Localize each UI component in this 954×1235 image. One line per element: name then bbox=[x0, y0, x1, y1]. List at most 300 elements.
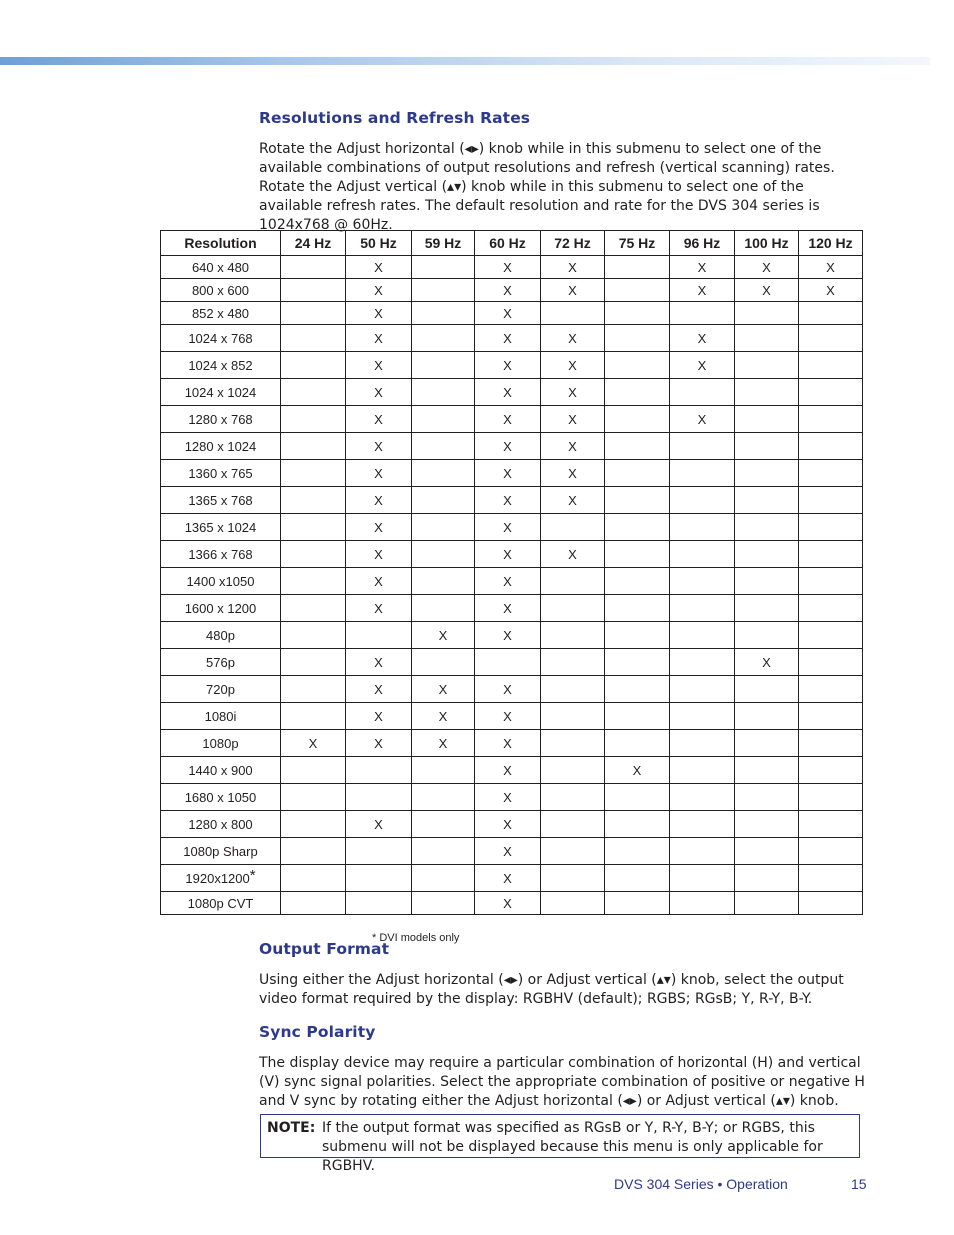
rate-cell bbox=[605, 406, 670, 433]
resolution-label: 1280 x 768 bbox=[188, 411, 253, 427]
rate-cell: X bbox=[475, 811, 541, 838]
resolution-cell bbox=[161, 487, 281, 514]
table-row bbox=[161, 703, 863, 730]
rate-cell bbox=[412, 595, 475, 622]
rate-cell bbox=[670, 865, 735, 892]
rate-cell: X bbox=[475, 622, 541, 649]
rate-cell bbox=[281, 649, 346, 676]
rate-cell bbox=[735, 433, 799, 460]
table-row bbox=[161, 811, 863, 838]
rate-cell bbox=[281, 433, 346, 460]
rate-cell: X bbox=[475, 730, 541, 757]
table-row bbox=[161, 352, 863, 379]
rate-cell bbox=[605, 730, 670, 757]
rate-cell bbox=[346, 865, 412, 892]
section-heading-resolutions: Resolutions and Refresh Rates bbox=[259, 109, 531, 127]
rate-cell bbox=[541, 302, 605, 325]
rate-cell bbox=[412, 379, 475, 406]
rate-cell: X bbox=[799, 256, 863, 279]
rate-cell bbox=[281, 703, 346, 730]
rate-cell: X bbox=[475, 460, 541, 487]
resolution-cell bbox=[161, 514, 281, 541]
rate-cell bbox=[670, 892, 735, 915]
rate-cell bbox=[605, 379, 670, 406]
output-format-paragraph bbox=[259, 971, 869, 1009]
resolution-refresh-table bbox=[160, 230, 863, 915]
rate-cell: X bbox=[541, 279, 605, 302]
rate-cell bbox=[541, 730, 605, 757]
rate-cell bbox=[541, 568, 605, 595]
rate-cell bbox=[605, 892, 670, 915]
rate-cell bbox=[670, 379, 735, 406]
resolution-label: 1400 x1050 bbox=[186, 573, 255, 589]
table-row bbox=[161, 406, 863, 433]
resolutions-paragraph-2: Rotate the Adjust vertical (▴▾) knob while in this submenu to select one of the available refresh rates. The default resolution and rate for the DVS 304 series is 1024x768 @ 60Hz. bbox=[259, 179, 820, 233]
resolution-label: 1024 x 768 bbox=[188, 330, 253, 346]
resolution-label: 1080p bbox=[202, 735, 239, 751]
rate-cell bbox=[412, 302, 475, 325]
rate-cell bbox=[670, 487, 735, 514]
rate-cell: X bbox=[670, 279, 735, 302]
rate-cell bbox=[735, 784, 799, 811]
rate-cell bbox=[412, 433, 475, 460]
rate-cell: X bbox=[346, 514, 412, 541]
rate-cell: X bbox=[281, 730, 346, 757]
page-number: 15 bbox=[851, 1176, 867, 1192]
rate-cell: X bbox=[475, 892, 541, 915]
resolution-cell bbox=[161, 352, 281, 379]
rate-cell bbox=[735, 676, 799, 703]
rate-cell: X bbox=[346, 279, 412, 302]
col-header-59hz: 59 Hz bbox=[412, 231, 475, 256]
rate-cell: X bbox=[346, 541, 412, 568]
header-gradient-bar bbox=[0, 57, 930, 65]
rate-cell bbox=[346, 622, 412, 649]
rate-cell bbox=[281, 352, 346, 379]
table-header-row bbox=[161, 231, 863, 256]
resolution-label: 1280 x 800 bbox=[188, 816, 253, 832]
rate-cell: X bbox=[541, 256, 605, 279]
rate-cell bbox=[605, 460, 670, 487]
rate-cell bbox=[670, 784, 735, 811]
resolution-label: 480p bbox=[206, 627, 235, 643]
table-footnote: * DVI models only bbox=[372, 932, 460, 944]
resolution-cell bbox=[161, 568, 281, 595]
rate-cell: X bbox=[475, 433, 541, 460]
resolution-cell bbox=[161, 757, 281, 784]
rate-cell bbox=[605, 649, 670, 676]
rate-cell bbox=[412, 487, 475, 514]
rate-cell: X bbox=[412, 703, 475, 730]
table-row bbox=[161, 892, 863, 915]
rate-cell: X bbox=[475, 514, 541, 541]
rate-cell: X bbox=[541, 487, 605, 514]
resolution-cell bbox=[161, 676, 281, 703]
rate-cell bbox=[799, 595, 863, 622]
rate-cell bbox=[541, 514, 605, 541]
rate-cell bbox=[735, 379, 799, 406]
rate-cell bbox=[346, 838, 412, 865]
rate-cell: X bbox=[475, 325, 541, 352]
rate-cell bbox=[670, 811, 735, 838]
table-row bbox=[161, 568, 863, 595]
col-header-96hz: 96 Hz bbox=[670, 231, 735, 256]
resolution-cell bbox=[161, 865, 281, 892]
rate-cell: X bbox=[346, 302, 412, 325]
table-row bbox=[161, 279, 863, 302]
resolution-cell bbox=[161, 703, 281, 730]
rate-cell bbox=[346, 892, 412, 915]
rate-cell bbox=[412, 784, 475, 811]
rate-cell: X bbox=[541, 325, 605, 352]
rate-cell bbox=[799, 379, 863, 406]
resolution-label: 1024 x 852 bbox=[188, 357, 253, 373]
rate-cell bbox=[799, 325, 863, 352]
rate-cell: X bbox=[541, 379, 605, 406]
rate-cell: X bbox=[541, 433, 605, 460]
rate-cell bbox=[412, 757, 475, 784]
rate-cell bbox=[475, 649, 541, 676]
table-row bbox=[161, 838, 863, 865]
rate-cell bbox=[281, 487, 346, 514]
rate-cell: X bbox=[605, 757, 670, 784]
col-header-60hz: 60 Hz bbox=[475, 231, 541, 256]
rate-cell bbox=[735, 838, 799, 865]
resolution-label: 1024 x 1024 bbox=[184, 384, 257, 400]
table-row bbox=[161, 595, 863, 622]
col-header-100hz: 100 Hz bbox=[735, 231, 799, 256]
rate-cell bbox=[670, 541, 735, 568]
rate-cell bbox=[605, 865, 670, 892]
resolution-cell bbox=[161, 811, 281, 838]
rate-cell bbox=[670, 433, 735, 460]
resolution-cell bbox=[161, 406, 281, 433]
resolution-cell bbox=[161, 325, 281, 352]
rate-cell bbox=[735, 703, 799, 730]
rate-cell bbox=[735, 487, 799, 514]
rate-cell bbox=[735, 406, 799, 433]
rate-cell: X bbox=[475, 541, 541, 568]
table-row bbox=[161, 325, 863, 352]
col-header-50hz: 50 Hz bbox=[346, 231, 412, 256]
rate-cell bbox=[541, 703, 605, 730]
rate-cell: X bbox=[346, 568, 412, 595]
rate-cell bbox=[735, 541, 799, 568]
rate-cell bbox=[799, 838, 863, 865]
rate-cell bbox=[735, 325, 799, 352]
rate-cell: X bbox=[475, 279, 541, 302]
rate-cell: X bbox=[346, 703, 412, 730]
rate-cell bbox=[735, 460, 799, 487]
resolution-cell bbox=[161, 541, 281, 568]
rate-cell bbox=[281, 325, 346, 352]
rate-cell bbox=[281, 406, 346, 433]
rate-cell bbox=[541, 757, 605, 784]
rate-cell bbox=[541, 676, 605, 703]
rate-cell: X bbox=[475, 757, 541, 784]
resolution-label: 576p bbox=[206, 654, 235, 670]
col-header-72hz: 72 Hz bbox=[541, 231, 605, 256]
rate-cell bbox=[412, 892, 475, 915]
rate-cell bbox=[541, 622, 605, 649]
resolution-cell bbox=[161, 784, 281, 811]
resolution-label: 1680 x 1050 bbox=[184, 789, 257, 805]
rate-cell bbox=[670, 757, 735, 784]
rate-cell bbox=[799, 649, 863, 676]
rate-cell bbox=[670, 703, 735, 730]
rate-cell bbox=[670, 622, 735, 649]
col-header-24hz: 24 Hz bbox=[281, 231, 346, 256]
resolutions-paragraph-1: Rotate the Adjust horizontal (◂▸) knob while in this submenu to select one of the available combinations of output resolutions and refresh (vertical scanning) rates. bbox=[259, 141, 835, 176]
rate-cell bbox=[412, 865, 475, 892]
rate-cell bbox=[346, 757, 412, 784]
resolution-label: 1080p CVT bbox=[187, 895, 254, 911]
rate-cell bbox=[735, 514, 799, 541]
table-row bbox=[161, 784, 863, 811]
rate-cell bbox=[412, 838, 475, 865]
rate-cell bbox=[281, 460, 346, 487]
rate-cell: X bbox=[346, 256, 412, 279]
rate-cell bbox=[605, 514, 670, 541]
resolution-cell bbox=[161, 379, 281, 406]
rate-cell bbox=[670, 730, 735, 757]
resolution-cell bbox=[161, 279, 281, 302]
rate-cell: X bbox=[346, 676, 412, 703]
rate-cell bbox=[605, 433, 670, 460]
table-row bbox=[161, 460, 863, 487]
rate-cell bbox=[799, 568, 863, 595]
rate-cell bbox=[541, 649, 605, 676]
rate-cell bbox=[541, 838, 605, 865]
rate-cell bbox=[735, 352, 799, 379]
rate-cell: X bbox=[346, 379, 412, 406]
rate-cell bbox=[412, 279, 475, 302]
rate-cell: X bbox=[670, 256, 735, 279]
rate-cell bbox=[412, 568, 475, 595]
rate-cell: X bbox=[541, 406, 605, 433]
rate-cell bbox=[735, 622, 799, 649]
rate-cell bbox=[281, 784, 346, 811]
rate-cell bbox=[605, 302, 670, 325]
rate-cell bbox=[605, 541, 670, 568]
rate-cell bbox=[281, 595, 346, 622]
rate-cell bbox=[670, 568, 735, 595]
rate-cell bbox=[670, 595, 735, 622]
rate-cell: X bbox=[541, 352, 605, 379]
rate-cell bbox=[735, 302, 799, 325]
rate-cell bbox=[281, 838, 346, 865]
rate-cell bbox=[412, 325, 475, 352]
rate-cell bbox=[799, 865, 863, 892]
resolution-cell bbox=[161, 433, 281, 460]
rate-cell bbox=[541, 811, 605, 838]
resolution-label: 640 x 480 bbox=[191, 259, 250, 275]
rate-cell bbox=[799, 676, 863, 703]
sync-polarity-text: The display device may require a particular combination of horizontal (H) and vertical (V) sync signal polarities. Select the appropriate combination of positive or negative H and V sync by rotating either the Adjust horizontal (◂▸) or Adjust vertical (▴▾) knob. bbox=[259, 1055, 865, 1109]
rate-cell bbox=[735, 757, 799, 784]
rate-cell bbox=[670, 676, 735, 703]
rate-cell bbox=[799, 541, 863, 568]
rate-cell: X bbox=[735, 649, 799, 676]
rate-cell: X bbox=[475, 406, 541, 433]
resolution-label: 1360 x 765 bbox=[188, 465, 253, 481]
rate-cell bbox=[281, 568, 346, 595]
rate-cell bbox=[412, 541, 475, 568]
rate-cell bbox=[605, 703, 670, 730]
rate-cell bbox=[735, 892, 799, 915]
rate-cell bbox=[799, 730, 863, 757]
rate-cell: X bbox=[475, 838, 541, 865]
rate-cell bbox=[670, 302, 735, 325]
table-row bbox=[161, 256, 863, 279]
rate-cell: X bbox=[346, 460, 412, 487]
resolution-cell bbox=[161, 460, 281, 487]
rate-cell bbox=[412, 811, 475, 838]
resolution-label: 1280 x 1024 bbox=[184, 438, 257, 454]
rate-cell bbox=[799, 784, 863, 811]
rate-cell bbox=[605, 256, 670, 279]
rate-cell bbox=[799, 302, 863, 325]
table-row bbox=[161, 433, 863, 460]
rate-cell: X bbox=[670, 325, 735, 352]
rate-cell bbox=[281, 379, 346, 406]
table-body bbox=[161, 256, 863, 915]
rate-cell bbox=[281, 865, 346, 892]
rate-cell: X bbox=[541, 460, 605, 487]
rate-cell bbox=[670, 838, 735, 865]
resolutions-description bbox=[259, 140, 869, 235]
rate-cell bbox=[281, 279, 346, 302]
rate-cell bbox=[605, 838, 670, 865]
rate-cell: X bbox=[475, 379, 541, 406]
rate-cell bbox=[605, 568, 670, 595]
resolution-label: 1365 x 1024 bbox=[184, 519, 257, 535]
rate-cell bbox=[541, 892, 605, 915]
rate-cell: X bbox=[346, 730, 412, 757]
rate-cell bbox=[346, 784, 412, 811]
rate-cell bbox=[412, 406, 475, 433]
col-header-75hz: 75 Hz bbox=[605, 231, 670, 256]
rate-cell bbox=[735, 568, 799, 595]
table-row bbox=[161, 514, 863, 541]
rate-cell: X bbox=[412, 676, 475, 703]
rate-cell bbox=[605, 279, 670, 302]
rate-cell bbox=[735, 811, 799, 838]
rate-cell bbox=[799, 892, 863, 915]
output-format-text: Using either the Adjust horizontal (◂▸) or Adjust vertical (▴▾) knob, select the output video format required by the display: RGBHV (default); RGBS; RGsB; Y, R-Y, B-Y. bbox=[259, 972, 844, 1007]
col-header-resolution: Resolution bbox=[161, 231, 281, 256]
resolution-cell bbox=[161, 892, 281, 915]
rate-cell bbox=[799, 757, 863, 784]
rate-cell bbox=[412, 256, 475, 279]
resolution-label: 1366 x 768 bbox=[188, 546, 253, 562]
rate-cell: X bbox=[346, 325, 412, 352]
rate-cell bbox=[281, 541, 346, 568]
table-row bbox=[161, 865, 863, 892]
rate-cell bbox=[799, 352, 863, 379]
table-row bbox=[161, 302, 863, 325]
rate-cell: X bbox=[346, 433, 412, 460]
rate-cell: X bbox=[412, 730, 475, 757]
rate-cell: X bbox=[412, 622, 475, 649]
rate-cell: X bbox=[670, 406, 735, 433]
section-heading-sync-polarity: Sync Polarity bbox=[259, 1023, 376, 1041]
rate-cell bbox=[735, 730, 799, 757]
rate-cell bbox=[799, 703, 863, 730]
rate-cell: X bbox=[346, 649, 412, 676]
rate-cell: X bbox=[346, 406, 412, 433]
resolution-label: 1920x1200 bbox=[185, 870, 250, 886]
rate-cell: X bbox=[475, 703, 541, 730]
resolution-cell bbox=[161, 256, 281, 279]
resolution-cell bbox=[161, 838, 281, 865]
table-row bbox=[161, 649, 863, 676]
footnote-marker: * bbox=[249, 866, 256, 884]
rate-cell: X bbox=[541, 541, 605, 568]
table-row bbox=[161, 487, 863, 514]
table-row bbox=[161, 676, 863, 703]
rate-cell bbox=[605, 676, 670, 703]
rate-cell: X bbox=[346, 487, 412, 514]
rate-cell: X bbox=[475, 568, 541, 595]
col-header-120hz: 120 Hz bbox=[799, 231, 863, 256]
section-heading-output-format: Output Format bbox=[259, 940, 390, 958]
rate-cell bbox=[281, 757, 346, 784]
rate-cell bbox=[605, 325, 670, 352]
table-row bbox=[161, 730, 863, 757]
resolution-label: 1080i bbox=[204, 708, 237, 724]
resolution-label: 800 x 600 bbox=[191, 282, 250, 298]
rate-cell: X bbox=[670, 352, 735, 379]
rate-cell bbox=[281, 514, 346, 541]
rate-cell bbox=[281, 622, 346, 649]
rate-cell bbox=[799, 406, 863, 433]
rate-cell: X bbox=[475, 595, 541, 622]
rate-cell bbox=[799, 460, 863, 487]
rate-cell bbox=[605, 811, 670, 838]
rate-cell bbox=[541, 865, 605, 892]
rate-cell bbox=[799, 514, 863, 541]
resolution-label: 1600 x 1200 bbox=[184, 600, 257, 616]
note-label: NOTE: bbox=[267, 1120, 316, 1136]
table-row bbox=[161, 541, 863, 568]
resolution-label: 1440 x 900 bbox=[188, 762, 253, 778]
table-row bbox=[161, 622, 863, 649]
table-row bbox=[161, 757, 863, 784]
rate-cell bbox=[799, 433, 863, 460]
resolution-cell bbox=[161, 595, 281, 622]
rate-cell bbox=[412, 649, 475, 676]
rate-cell bbox=[281, 892, 346, 915]
rate-cell: X bbox=[475, 302, 541, 325]
resolution-label: 720p bbox=[206, 681, 235, 697]
rate-cell: X bbox=[475, 676, 541, 703]
resolution-label: 1365 x 768 bbox=[188, 492, 253, 508]
rate-cell: X bbox=[475, 487, 541, 514]
rate-cell bbox=[281, 676, 346, 703]
rate-cell: X bbox=[475, 865, 541, 892]
resolution-cell bbox=[161, 649, 281, 676]
rate-cell bbox=[799, 487, 863, 514]
rate-cell bbox=[412, 514, 475, 541]
resolution-label: 852 x 480 bbox=[191, 305, 250, 321]
rate-cell bbox=[281, 811, 346, 838]
rate-cell bbox=[605, 595, 670, 622]
rate-cell bbox=[799, 622, 863, 649]
rate-cell: X bbox=[799, 279, 863, 302]
rate-cell bbox=[541, 595, 605, 622]
note-box bbox=[260, 1114, 860, 1174]
